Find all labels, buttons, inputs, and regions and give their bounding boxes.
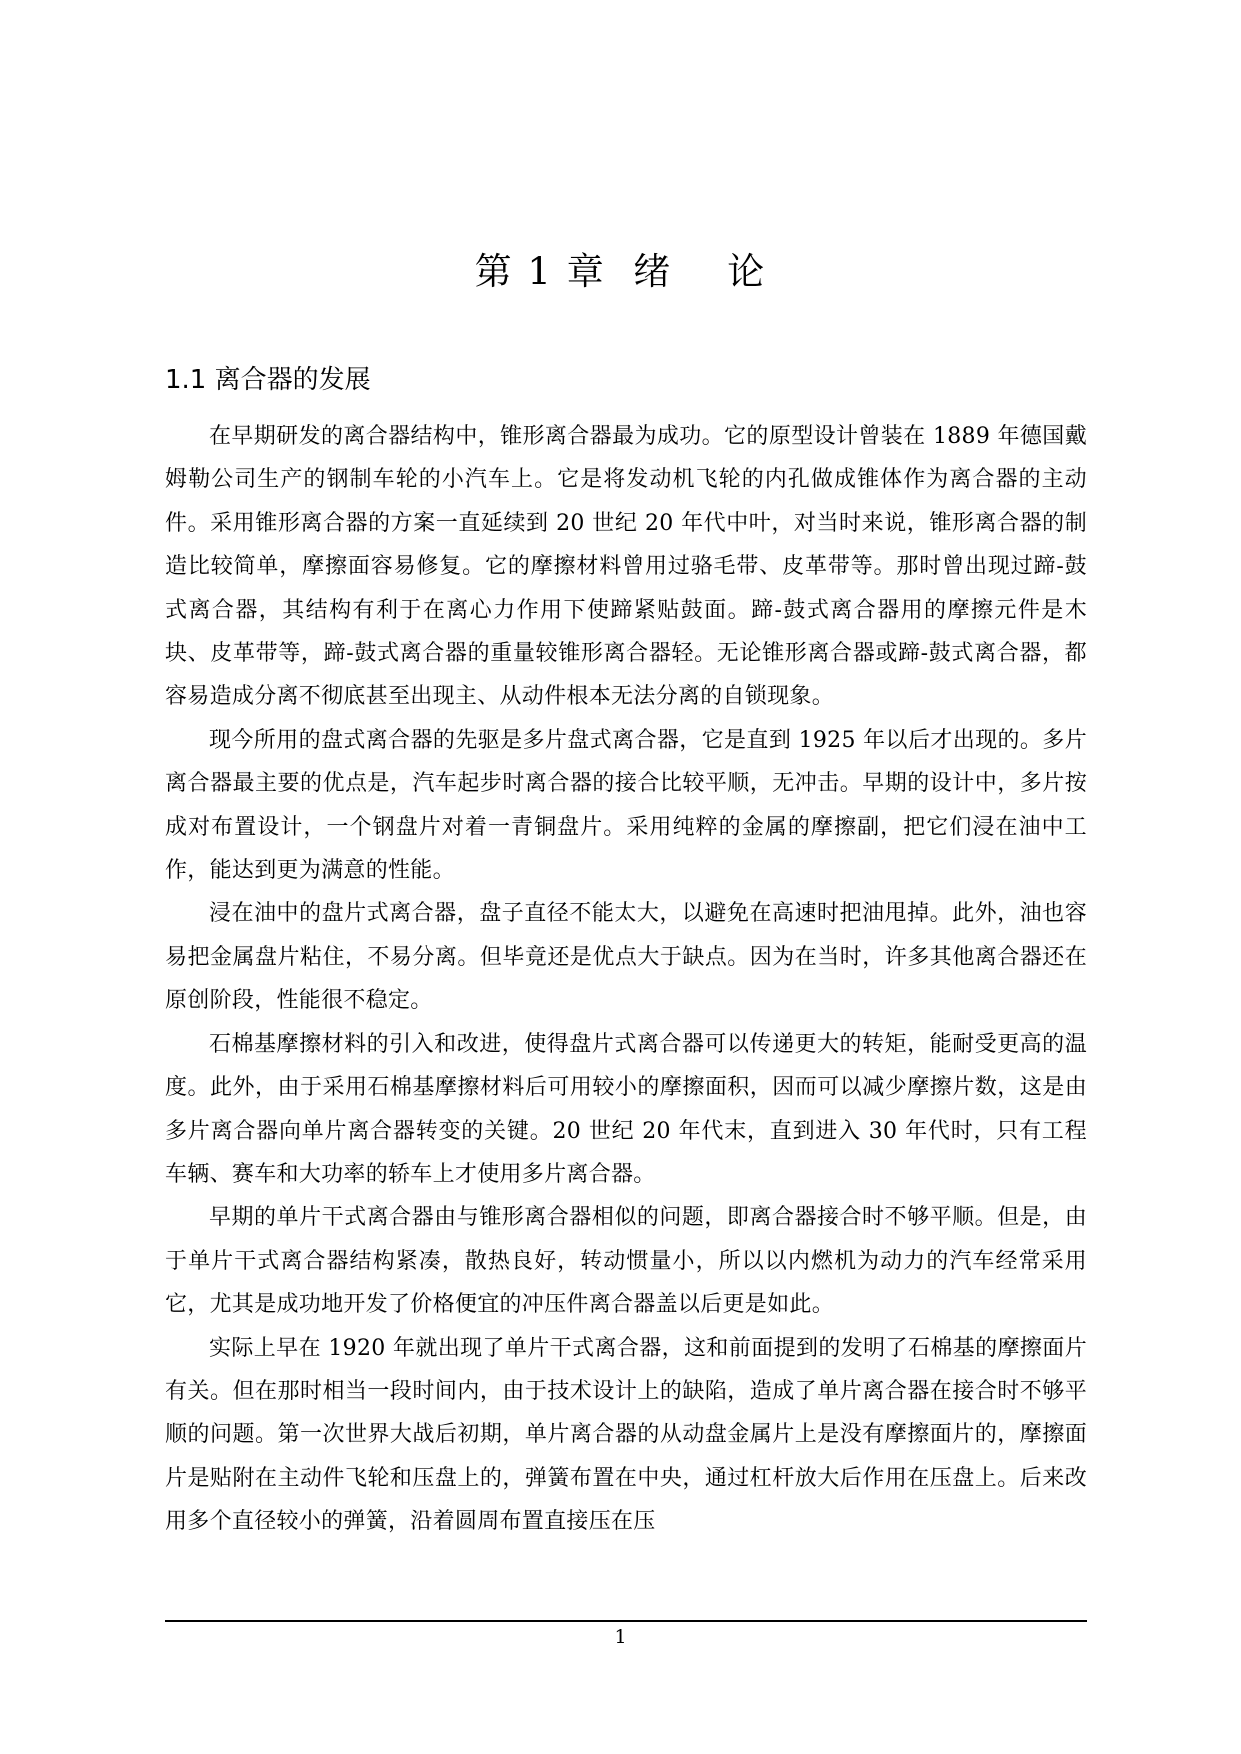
section-heading: 1.1 离合器的发展 xyxy=(165,365,371,395)
page-number: 1 xyxy=(614,1626,627,1648)
paragraph-5: 早期的单片干式离合器由与锥形离合器相似的问题，即离合器接合时不够平顺。但是，由于单片干式离合器结构紧凑，散热良好，转动惯量小，所以以内燃机为动力的汽车经常采用它，尤其是成功地开发了价格便宜的冲压件离合器盖以后更是如此。 xyxy=(165,1205,1087,1318)
chapter-title: 第 1 章 绪 论 xyxy=(474,250,767,293)
paragraph-1: 在早期研发的离合器结构中，锥形离合器最为成功。它的原型设计曾装在 1889 年德国戴姆勒公司生产的钢制车轮的小汽车上。它是将发动机飞轮的内孔做成锥体作为离合器的主动件。采用锥形离合器的方案一直延续到 20 世纪 20 年代中叶，对当时来说，锥形离合器的制造比较简单，摩擦面容易修复。它的摩擦材料曾用过骆毛带、皮革带等。那时曾出现过蹄-鼓式离合器，其结构有利于在离心力作用下使蹄紧贴鼓面。蹄-鼓式离合器用的摩擦元件是木块、皮革带等，蹄-鼓式离合器的重量较锥形离合器轻。无论锥形离合器或蹄-鼓式离合器，都容易造成分离不彻底甚至出现主、从动件根本无法分离的自锁现象。 xyxy=(165,424,1087,710)
footer-divider xyxy=(165,1620,1087,1622)
paragraph-4: 石棉基摩擦材料的引入和改进，使得盘片式离合器可以传递更大的转矩，能耐受更高的温度。此外，由于采用石棉基摩擦材料后可用较小的摩擦面积，因而可以减少摩擦片数，这是由多片离合器向单片离合器转变的关键。20 世纪 20 年代末，直到进入 30 年代时，只有工程车辆、赛车和大功率的轿车上才使用多片离合器。 xyxy=(165,1031,1087,1187)
paragraph-6: 实际上早在 1920 年就出现了单片干式离合器，这和前面提到的发明了石棉基的摩擦面片有关。但在那时相当一段时间内，由于技术设计上的缺陷，造成了单片离合器在接合时不够平顺的问题。第一次世界大战后初期，单片离合器的从动盘金属片上是没有摩擦面片的，摩擦面片是贴附在主动件飞轮和压盘上的，弹簧布置在中央，通过杠杆放大后作用在压盘上。后来改用多个直径较小的弹簧，沿着圆周布置直接压在压 xyxy=(165,1335,1087,1535)
body-text xyxy=(165,415,1087,1544)
paragraph-3: 浸在油中的盘片式离合器，盘子直径不能太大，以避免在高速时把油甩掉。此外，油也容易把金属盘片粘住，不易分离。但毕竟还是优点大于缺点。因为在当时，许多其他离合器还在原创阶段，性能很不稳定。 xyxy=(165,901,1087,1014)
paragraph-2: 现今所用的盘式离合器的先驱是多片盘式离合器，它是直到 1925 年以后才出现的。多片离合器最主要的优点是，汽车起步时离合器的接合比较平顺，无冲击。早期的设计中，多片按成对布置设计，一个钢盘片对着一青铜盘片。采用纯粹的金属的摩擦副，把它们浸在油中工作，能达到更为满意的性能。 xyxy=(165,727,1087,884)
